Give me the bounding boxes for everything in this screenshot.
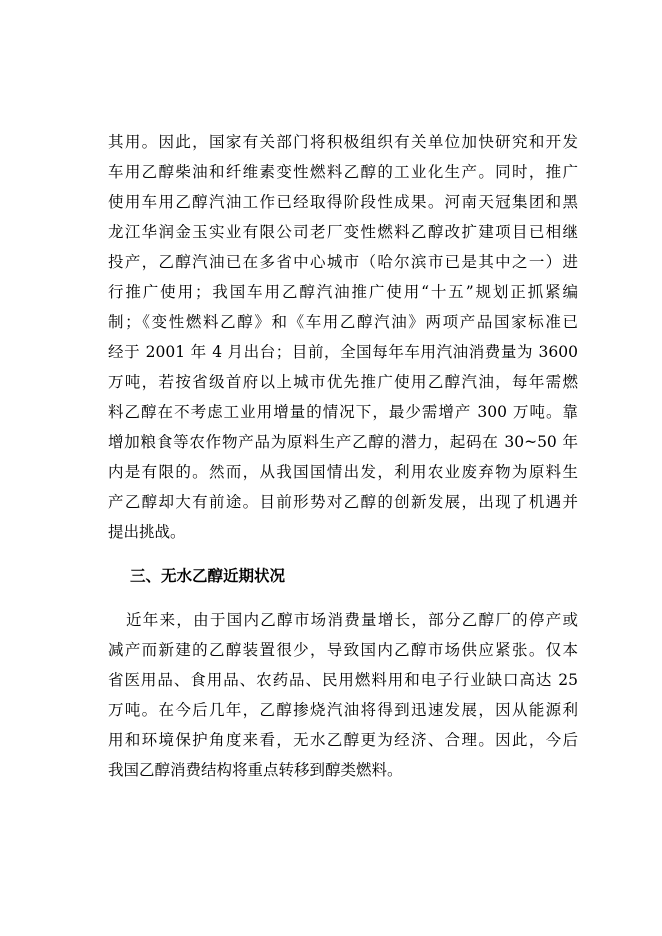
paragraph-line: 增加粮食等农作物产品为原料生产乙醇的潜力，起码在 30~50 年 [108,433,578,451]
paragraph-line: 经于 2001 年 4 月出台；目前，全国每年车用汽油消费量为 3600 [108,343,578,361]
paragraph-line: 行推广使用；我国车用乙醇汽油推广使用“十五”规划正抓紧编 [108,283,578,301]
paragraph-line-last: 我国乙醇消费结构将重点转移到醇类燃料。 [108,761,403,779]
paragraph-line: 龙江华润金玉实业有限公司老厂变性燃料乙醇改扩建项目已相继 [108,223,578,241]
paragraph-line: 料乙醇在不考虑工业用增量的情况下，最少需增产 300 万吨。靠 [108,403,578,421]
paragraph-line: 内是有限的。然而，从我国国情出发，利用农业废弃物为原料生 [108,463,578,481]
paragraph-line: 产乙醇却大有前途。目前形势对乙醇的创新发展，出现了机遇并 [108,493,578,511]
paragraph-line: 使用车用乙醇汽油工作已经取得阶段性成果。河南天冠集团和黑 [108,193,578,211]
paragraph-line: 其用。因此，国家有关部门将积极组织有关单位加快研究和开发 [108,133,578,151]
paragraph-line: 万吨，若按省级首府以上城市优先推广使用乙醇汽油，每年需燃 [108,373,578,391]
paragraph-line: 投产，乙醇汽油已在多省中心城市（哈尔滨市已是其中之一）进 [108,253,578,271]
paragraph-line-first: 近年来，由于国内乙醇市场消费量增长，部分乙醇厂的停产或 [126,611,578,629]
paragraph-line-last: 提出挑战。 [108,523,186,541]
paragraph-line: 省医用品、食用品、农药品、民用燃料用和电子行业缺口高达 25 [108,671,578,689]
paragraph-line: 用和环境保护角度来看，无水乙醇更为经济、合理。因此，今后 [108,731,578,749]
paragraph-line: 减产而新建的乙醇装置很少，导致国内乙醇市场供应紧张。仅本 [108,641,578,659]
paragraph-line: 万吨。在今后几年，乙醇掺烧汽油将得到迅速发展，因从能源利 [108,701,578,719]
paragraph-line: 制；《变性燃料乙醇》和《车用乙醇汽油》两项产品国家标准已 [108,313,578,331]
section-heading: 三、无水乙醇近期状况 [130,566,286,585]
paragraph-line: 车用乙醇柴油和纤维素变性燃料乙醇的工业化生产。同时，推广 [108,163,578,181]
